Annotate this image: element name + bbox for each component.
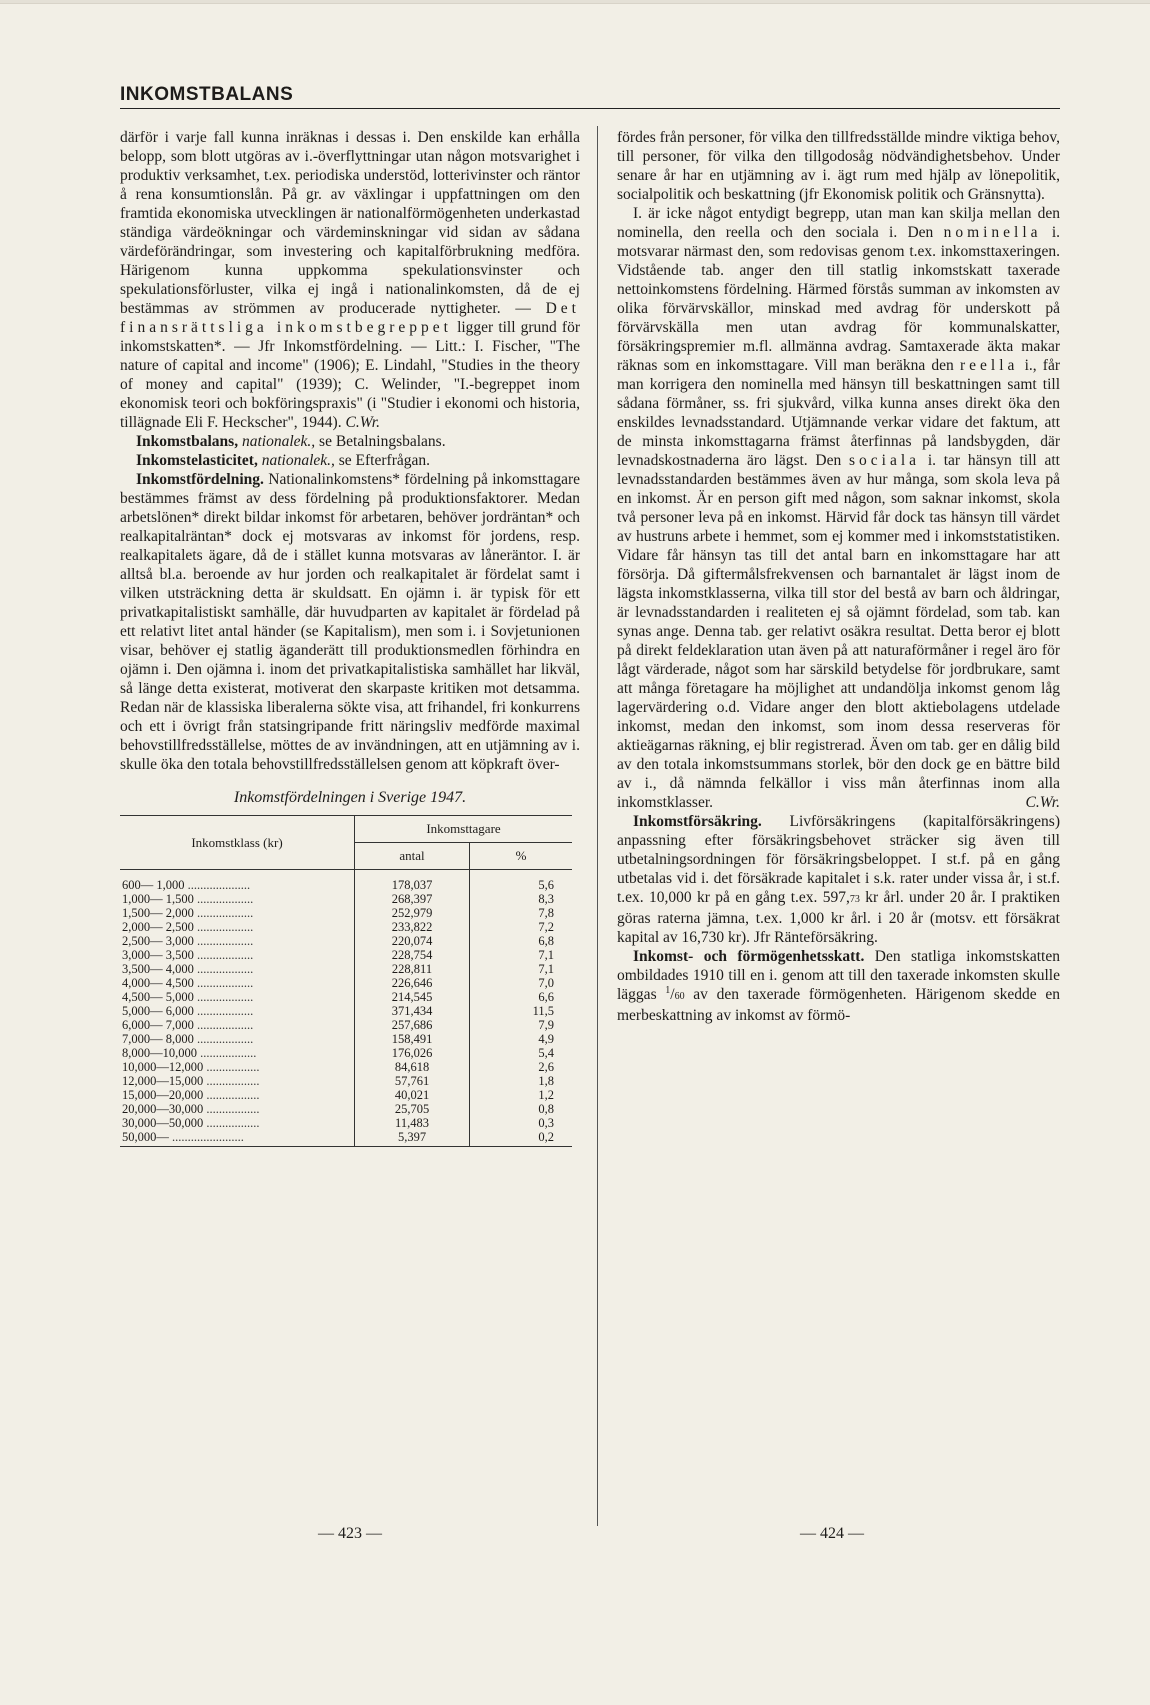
count-cell: 257,686 xyxy=(355,1018,470,1032)
count-cell: 233,822 xyxy=(355,920,470,934)
dot-leaders: ................. xyxy=(203,1074,260,1088)
table-row xyxy=(120,976,572,990)
percent-cell: 7,1 xyxy=(538,948,554,962)
author-signature: C.Wr. xyxy=(1025,794,1060,811)
table-row xyxy=(120,962,572,976)
dot-leaders: ................. xyxy=(203,1088,260,1102)
income-distribution-table xyxy=(120,815,572,1147)
income-class-cell: 15,000—20,000 ................. xyxy=(120,1088,355,1102)
table-row xyxy=(120,948,572,962)
income-class-cell: 4,000— 4,500 .................. xyxy=(120,976,355,990)
paragraph-begrepp: I. är icke något entydigt begrepp, utan man kan skilja mellan den nominella, den reella och den sociala i. Den nominella i. motsvarar närmast den, som redovisas genom t.ex. inkomsttaxeringen. Vidstående tab. anger den till statlig inkomstskatt taxerade nettoinkomstens fördelning. Härmed förstås summan av inkomsten av olika förvärvskällor, minskad med avdrag för underskott på förvärvskälla men utan avdrag för kommunalskatter, försäkringspremier m.fl. allmänna avdrag. Samtaxerade äkta makar räknas som en inkomsttagare. Vill man beräkna den reella i., får man korrigera den nominella med hänsyn till beskattningen samt till sådana förmåner, ss. fri sjukvård, vilka kunna anses direkt öka den enskildes levnadsstandard. Utjämnande verkar vidare det faktum, att de minsta inkomsttagarna främst återfinnas på landsbygden, där levnadskostnaderna äro lägst. Den sociala i. tar hänsyn till att levnadsstandarden bestämmes även av hur många, som skola leva på en inkomst. Är en person gift med någon, som saknar inkomst, skola två personer leva på en inkomst. Härvid får dock tas hänsyn till värdet av hustruns arbete i hemmet, som ej kommer med i inkomststatistiken. Vidare får hänsyn tas till det antal barn en inkomsttagare har att försörja. Då giftermålsfrekvensen och barnantalet är lägst inom de lägsta inkomstklasserna, vilka till stor del bestå av barn och åldringar, är levnadsstandarden i realiteten ej så ojämnt fördelad, som tab. kan synas ange. Denna tab. ger relativt osäkra resultat. Detta beror ej blott på direkt feldeklaration utan även på att naturaförmåner i regel äro för lågt värderade, något som har särskild betydelse för jordbrukare, samt att många företagare ha möjlighet att undandölja inkomst genom låg lagervärdering o.d. Vidare anger den blott aktiebolagens utdelade inkomst, medan den inkomst, som inom dessa reserveras för aktieägarnas räkning, ej blir registrerad. Även om tab. ger en dålig bild av den totala inkomstsummans storlek, bör den dock ge en bättre bild av i., då nämnda felkällor i viss mån återfinnas inom alla inkomstklasser. C.Wr. xyxy=(617,205,1061,811)
table-row xyxy=(120,870,572,893)
income-class-cell: 4,500— 5,000 .................. xyxy=(120,990,355,1004)
dot-leaders: .................. xyxy=(193,892,254,906)
count-cell: 371,434 xyxy=(355,1004,470,1018)
spaced-term: sociala xyxy=(849,452,921,469)
table-row xyxy=(120,892,572,906)
author-signature: C.Wr. xyxy=(345,414,380,431)
dot-leaders: .................. xyxy=(193,1032,254,1046)
page-number-left: — 423 — xyxy=(318,1525,382,1542)
percent-cell: 4,9 xyxy=(538,1032,554,1046)
table-body xyxy=(120,870,572,1147)
table-title: Inkomstfördelningen i Sverige 1947. xyxy=(233,789,467,806)
count-cell: 176,026 xyxy=(355,1046,470,1060)
column-divider xyxy=(597,126,598,1526)
percent-cell: 7,0 xyxy=(538,976,554,990)
lemma: Inkomstelasticitet, xyxy=(136,452,258,469)
paragraph-fordelning-continuation: fördes från personer, för vilka den tillfredsställde mindre viktiga behov, till personer, för vilka den tillgodosåg nödvändighetsbehov. Under senare år har en utjämning av i. ägt rum med hjälp av lönepolitik, socialpolitik och beskattning (jfr Ekonomisk politik och Gränsnytta). xyxy=(617,129,1060,203)
table-row xyxy=(120,1088,572,1102)
table-row xyxy=(120,1018,572,1032)
count-cell: 40,021 xyxy=(355,1088,470,1102)
table-row xyxy=(120,906,572,920)
income-class-cell: 12,000—15,000 ................. xyxy=(120,1074,355,1088)
percent-cell: 0,2 xyxy=(470,1130,573,1147)
entry-inkomst-och-formogenhetsskatt: Inkomst- och förmögenhetsskatt. Den statliga inkomstskatten ombildades 1910 till en i. genom att till den taxerade inkomsten skulle läggas $^1$/60 av den taxerade förmögenheten. Härigenom skedde en merbeskattning av inkomst av förmö- xyxy=(617,948,1060,1024)
dot-leaders: .................. xyxy=(193,906,254,920)
percent-cell: 11,5 xyxy=(532,1004,554,1018)
percent-cell: 5,4 xyxy=(538,1046,554,1060)
income-class-cell: 10,000—12,000 ................. xyxy=(120,1060,355,1074)
entry-inkomstbalans: Inkomstbalans, nationalek., se Betalningsbalans. xyxy=(136,433,446,450)
income-class-cell: 2,000— 2,500 .................. xyxy=(120,920,355,934)
percent-cell: 8,3 xyxy=(538,892,554,906)
income-class-cell: 8,000—10,000 .................. xyxy=(120,1046,355,1060)
table-row xyxy=(120,934,572,948)
paragraph-inkomst-continuation: därför i varje fall kunna inräknas i dessas i. Den enskilde kan erhålla belopp, som blott utgöras av i.-överflyttningar utan någon motsvarighet i produktiv verksamhet, t.ex. periodiska understöd, lotterivinster och räntor å rena konsumtionslån. På gr. av växlingar i uppfattningen om den framtida ekonomiska utvecklingen är nationalförmögenheten underkastad ständiga värdeökningar och värdeminskningar vid sidan av sådana värdeförändringar, som investering och kapitalförbrukning medföra. Härigenom kunna uppkomma spekulationsvinster och spekulationsförluster, vilka ej ingå i nationalinkomsten, då de ej bestämmas av strömmen av producerade nyttigheter. — Det finansrättsliga inkomstbegreppet ligger till grund för inkomstskatten*. — Jfr Inkomstfördelning. — Litt.: I. Fischer, "The nature of capital and income" (1906); E. Lindahl, "Studies in the theory of money and capital" (1939); C. Welinder, "I.-begreppet inom ekonomisk teori och bokföringspraxis" (i "Studier i ekonomi och historia, tillägnade Eli F. Heckscher", 1944). C.Wr. xyxy=(120,129,580,431)
income-class-cell: 2,500— 3,000 .................. xyxy=(120,934,355,948)
dot-leaders: .................. xyxy=(197,1046,257,1060)
entry-inkomstelasticitet: Inkomstelasticitet, nationalek., se Efterfrågan. xyxy=(136,452,430,469)
dot-leaders: .................. xyxy=(193,948,254,962)
percent-cell: 7,1 xyxy=(538,962,554,976)
table-row xyxy=(120,1060,572,1074)
count-cell: 11,483 xyxy=(355,1116,470,1130)
page-top-edge xyxy=(0,0,1150,4)
percent-cell: 7,2 xyxy=(538,920,554,934)
column-header-antal: antal xyxy=(355,843,470,870)
dot-leaders: .................... xyxy=(184,878,251,892)
percent-cell: 0,8 xyxy=(538,1102,554,1116)
income-class-cell: 50,000— ....................... xyxy=(120,1130,355,1147)
percent-cell: 7,9 xyxy=(538,1018,554,1032)
dot-leaders: .................. xyxy=(193,990,254,1004)
lemma: Inkomst- och förmögenhetsskatt. xyxy=(633,948,865,965)
percent-cell: 5,6 xyxy=(538,878,554,892)
column-header-percent: % xyxy=(470,843,573,870)
table-row xyxy=(120,1130,572,1147)
percent-cell: 7,8 xyxy=(538,906,554,920)
income-class-cell: 5,000— 6,000 .................. xyxy=(120,1004,355,1018)
dot-leaders: .................. xyxy=(193,1004,254,1018)
page-number-right: — 424 — xyxy=(800,1525,864,1542)
spaced-term: nominella xyxy=(943,224,1042,241)
dot-leaders: ....................... xyxy=(168,1130,244,1144)
income-class-cell: 20,000—30,000 ................. xyxy=(120,1102,355,1116)
percent-cell: 2,6 xyxy=(538,1060,554,1074)
count-cell: 228,754 xyxy=(355,948,470,962)
count-cell: 178,037 xyxy=(355,870,470,893)
entry-inkomstforsakring: Inkomstförsäkring. Livförsäkringens (kapitalförsäkringens) anpassning efter försäkringsbehovet sträcker sig även till utbetalningsordningen för försäkringsbeloppet. I st.f. på en gång utbetalas vid i. det försäkrade kapitalet i s.k. rater under vissa år, i st.f. t.ex. 10,000 kr på en gång t.ex. 597,73 kr årl. under 20 år. I praktiken göras raterna jämna, t.ex. 1,000 kr årl. i 20 år (motsv. ett försäkrat kapital av 16,730 kr). Jfr Ränteförsäkring. xyxy=(617,813,1060,946)
count-cell: 158,491 xyxy=(355,1032,470,1046)
count-cell: 84,618 xyxy=(355,1060,470,1074)
header-rule xyxy=(120,108,1060,109)
dot-leaders: ................. xyxy=(203,1060,260,1074)
income-class-cell: 1,500— 2,000 .................. xyxy=(120,906,355,920)
table-row xyxy=(120,1074,572,1088)
running-head: INKOMSTBALANS xyxy=(120,84,294,105)
income-class-cell: 1,000— 1,500 .................. xyxy=(120,892,355,906)
spaced-term: Det finansrättsliga inkomstbegreppet xyxy=(120,300,580,336)
count-cell: 214,545 xyxy=(355,990,470,1004)
table-row xyxy=(120,920,572,934)
column-header-group: Inkomsttagare xyxy=(355,816,573,843)
dot-leaders: .................. xyxy=(193,976,254,990)
percent-cell: 0,3 xyxy=(538,1116,554,1130)
right-column xyxy=(617,128,1060,1025)
count-cell: 268,397 xyxy=(355,892,470,906)
lemma: Inkomstbalans, xyxy=(136,433,239,450)
percent-cell: 1,2 xyxy=(538,1088,554,1102)
percent-cell: 1,8 xyxy=(538,1074,554,1088)
table-row xyxy=(120,1032,572,1046)
table-row xyxy=(120,1102,572,1116)
percent-cell: 6,6 xyxy=(538,990,554,1004)
count-cell: 252,979 xyxy=(355,906,470,920)
dot-leaders: ................. xyxy=(203,1102,260,1116)
dot-leaders: .................. xyxy=(193,934,254,948)
count-cell: 25,705 xyxy=(355,1102,470,1116)
count-cell: 220,074 xyxy=(355,934,470,948)
lemma: Inkomstförsäkring. xyxy=(633,813,762,830)
income-class-cell: 7,000— 8,000 .................. xyxy=(120,1032,355,1046)
entry-inkomstfordelning: Inkomstfördelning. Nationalinkomstens* fördelning på inkomsttagare bestämmes främst av dess fördelning på produktionsfaktorer. Medan arbetslönen* direkt bildar inkomst för arbetaren, behöver jordräntan* och realkapitalräntan* dock ej motsvaras av inkomst för jordens, resp. realkapitalets ägare, då de i stället kunna motsvaras av låneräntor. I. är alltså bl.a. beroende av hur jorden och realkapitalet är fördelat samt i vilken utsträckning detta är skuldsatt. En ojämn i. är typisk för ett privatkapitalistiskt samhälle, där huvudparten av kapitalet är fördelad på ett relativt litet antal händer (se Kapitalism), men som i. i Sovjetunionen visar, behöver ej statlig äganderätt till produktionsmedlen förhindra en ojämn i. Den ojämna i. inom det privatkapitalistiska samhället har likväl, så länge detta existerat, motiverat den skarpaste kritiken mot detsamma. Redan när de klassiska liberalerna sökte visa, att frihandel, fri konkurrens och ett i övrigt från statsingripande fritt näringsliv medförde maximal behovstillfredsställelse, möttes de av invändningen, att en utjämning av i. skulle öka den totala behovstillfredsställelsen genom att köpkraft över- xyxy=(120,471,580,773)
count-cell: 5,397 xyxy=(355,1130,470,1147)
table-row xyxy=(120,1004,572,1018)
dot-leaders: ................. xyxy=(203,1116,260,1130)
table-row xyxy=(120,1046,572,1060)
lemma: Inkomstfördelning. xyxy=(136,471,264,488)
table-row xyxy=(120,990,572,1004)
income-class-cell: 3,000— 3,500 .................. xyxy=(120,948,355,962)
spaced-term: reella xyxy=(959,357,1019,374)
count-cell: 226,646 xyxy=(355,976,470,990)
table-row xyxy=(120,1116,572,1130)
dot-leaders: .................. xyxy=(193,1018,254,1032)
left-column xyxy=(120,128,580,1147)
count-cell: 228,811 xyxy=(355,962,470,976)
dot-leaders: .................. xyxy=(193,962,254,976)
income-class-cell: 600— 1,000 .................... xyxy=(120,870,355,893)
income-class-cell: 30,000—50,000 ................. xyxy=(120,1116,355,1130)
column-header-class: Inkomstklass (kr) xyxy=(120,816,355,870)
dot-leaders: .................. xyxy=(193,920,254,934)
income-class-cell: 6,000— 7,000 .................. xyxy=(120,1018,355,1032)
percent-cell: 6,8 xyxy=(538,934,554,948)
income-class-cell: 3,500— 4,000 .................. xyxy=(120,962,355,976)
count-cell: 57,761 xyxy=(355,1074,470,1088)
